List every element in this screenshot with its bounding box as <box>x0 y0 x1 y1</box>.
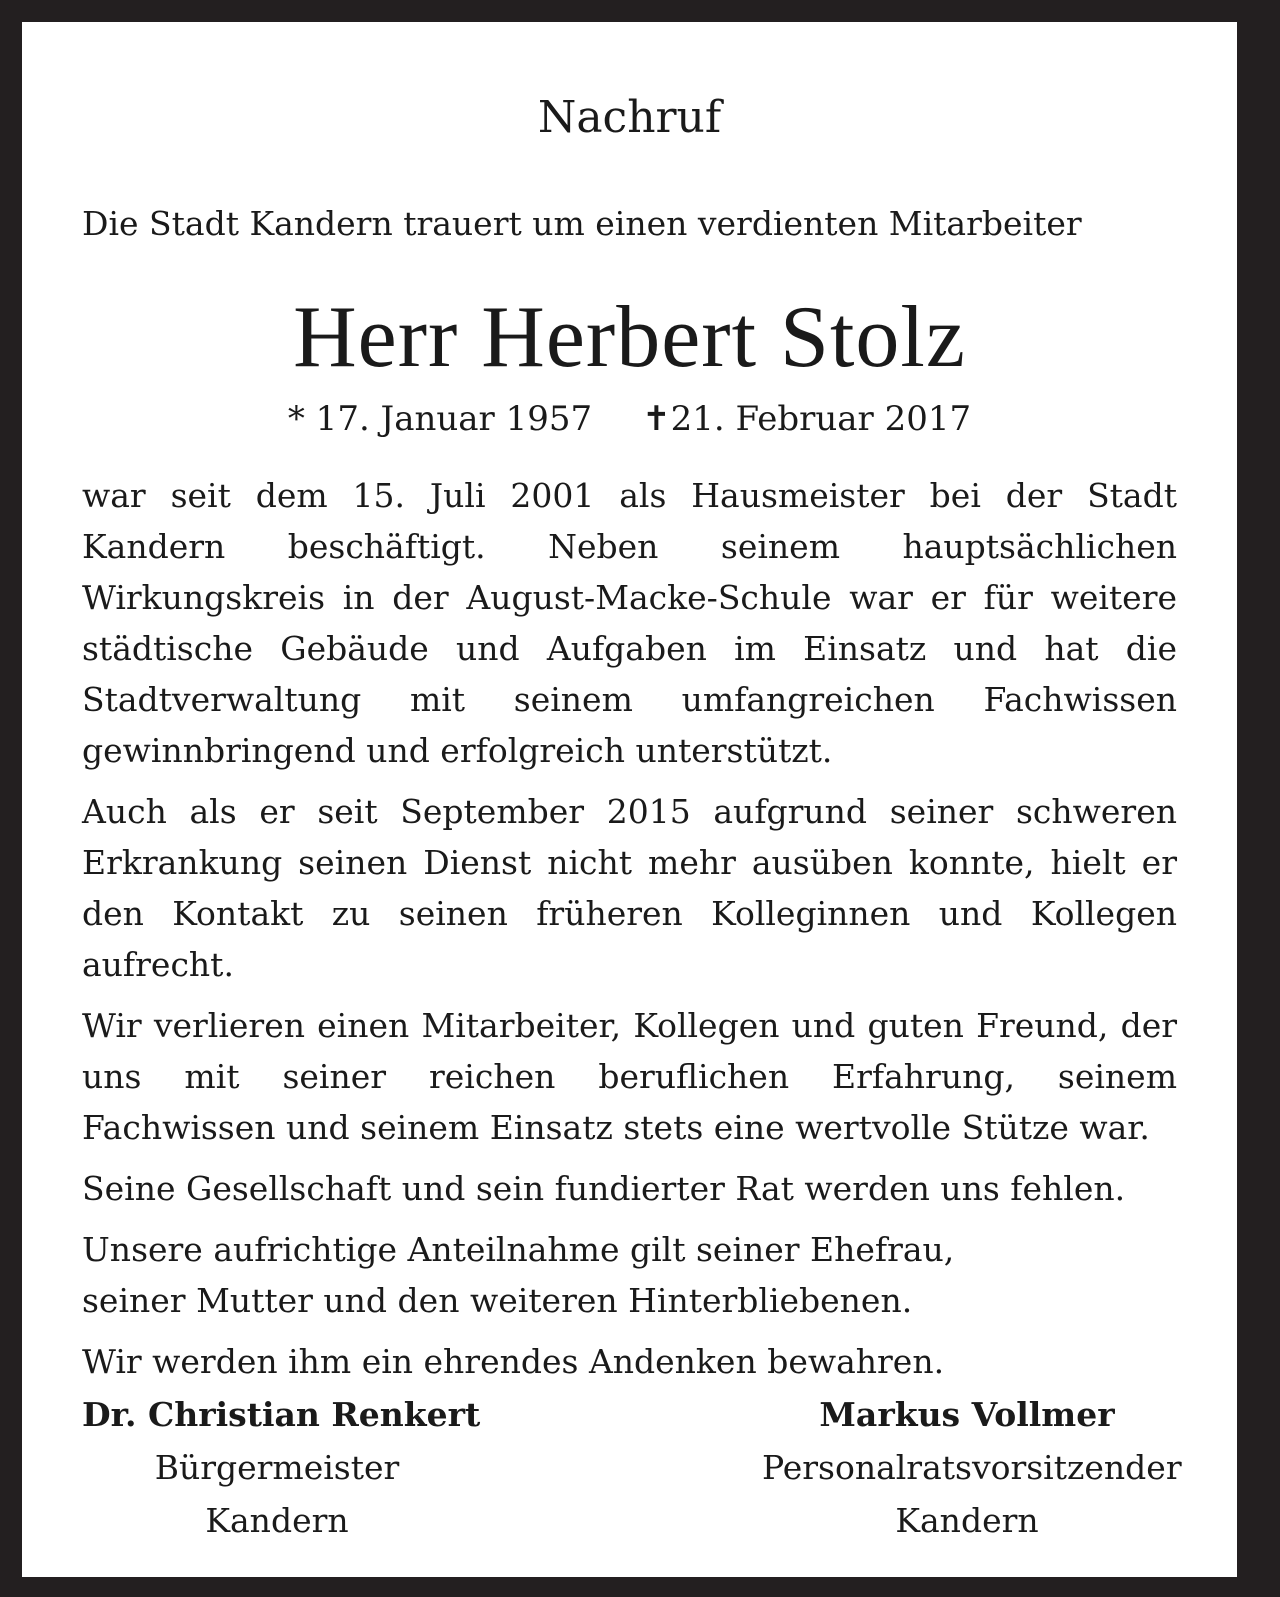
condolence-line-2: seiner Mutter und den weiteren Hinterbliebenen. <box>82 1281 913 1320</box>
signer-title: Bürgermeister <box>154 1448 400 1487</box>
signer-place: Kandern <box>205 1501 349 1540</box>
life-dates <box>22 398 1237 440</box>
paragraph-missed: Seine Gesellschaft und sein fundierter Rat werden uns fehlen. <box>82 1169 1126 1208</box>
signer-name: Markus Vollmer <box>819 1395 1115 1434</box>
signature-staff-council <box>762 1388 1182 1547</box>
paragraph-employment: war seit dem 15. Juli 2001 als Hausmeister bei der Stadt Kandern beschäftigt. Neben seinem hauptsächlichen Wirkungskreis in der August-Macke-Schule war er für weitere städtische Gebäude und Aufgaben im Einsatz und hat die Stadtverwaltung mit seinem umfangreichen Fachwissen gewinnbringend und erfolgreich unterstützt. <box>82 476 1177 770</box>
birth-date: * 17. Januar 1957 <box>287 399 593 439</box>
condolence-line-1: Unsere aufrichtige Anteilnahme gilt seiner Ehefrau, <box>82 1230 955 1269</box>
signature-block <box>22 1388 1237 1568</box>
deceased-name: Herr Herbert Stolz <box>293 289 966 386</box>
paragraph-closing: Wir werden ihm ein ehrendes Andenken bewahren. <box>82 1342 945 1381</box>
death-date: ✝21. Februar 2017 <box>642 399 972 439</box>
paragraph-illness: Auch als er seit September 2015 aufgrund seiner schweren Erkrankung seinen Dienst nicht mehr ausüben konnte, hielt er den Kontakt zu seinen früheren Kolleginnen und Kollegen aufrecht. <box>82 792 1177 984</box>
signer-title: Personalratsvorsitzender <box>762 1448 1182 1487</box>
signer-place: Kandern <box>895 1501 1039 1540</box>
signer-name: Dr. Christian Renkert <box>82 1395 481 1434</box>
signature-mayor <box>82 1388 481 1547</box>
paragraph-condolence <box>82 1224 1177 1326</box>
paragraph-tribute: Wir verlieren einen Mitarbeiter, Kollegen und guten Freund, der uns mit seiner reichen beruflichen Erfahrung, seinem Fachwissen und seinem Einsatz stets eine wertvolle Stütze war. <box>82 1006 1177 1147</box>
notice-body <box>82 470 1177 1397</box>
obituary-notice <box>22 22 1237 1577</box>
intro-line: Die Stadt Kandern trauert um einen verdienten Mitarbeiter <box>82 204 1082 243</box>
notice-heading: Nachruf <box>537 92 722 143</box>
